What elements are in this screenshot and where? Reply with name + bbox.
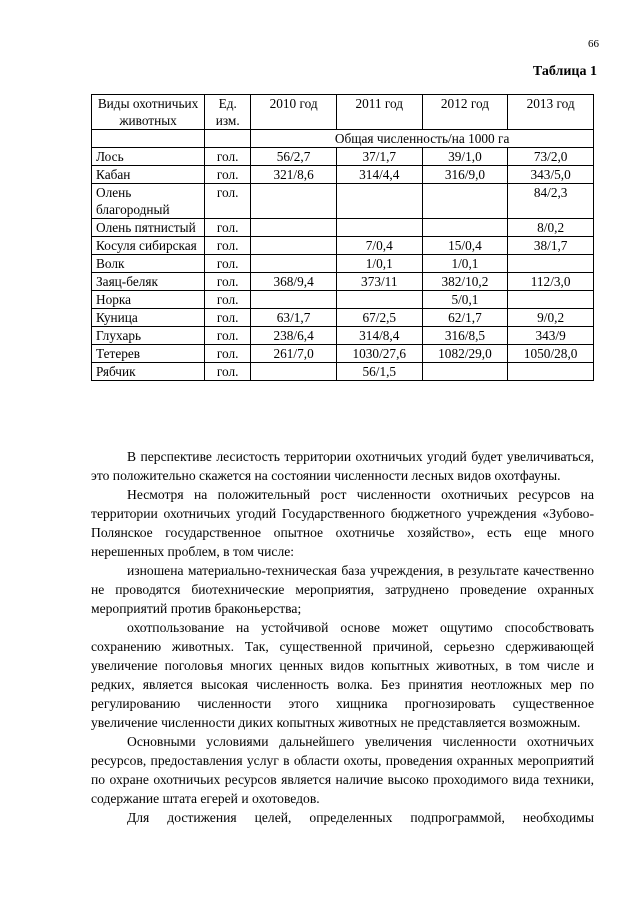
unit-cell: гол.	[205, 327, 251, 345]
value-cell: 238/6,4	[251, 327, 337, 345]
value-cell: 343/5,0	[508, 166, 594, 184]
table-subheader: Общая численность/на 1000 га	[251, 130, 594, 148]
paragraph: Для достижения целей, определенных подпрограммой, необходимы	[127, 810, 594, 825]
value-cell: 343/9	[508, 327, 594, 345]
table-row	[92, 255, 594, 273]
empty-cell	[92, 130, 205, 148]
paragraph: Основными условиями дальнейшего увеличения численности охотничьих ресурсов, предоставления услуг в области охоты, проведения охранных мероприятий по охране охотничьих ресурсов является наличие высоко проходимого вида техники, содержание штата егерей и охотоведов.	[91, 734, 594, 806]
species-cell: Лось	[92, 148, 205, 166]
species-cell: Заяц-беляк	[92, 273, 205, 291]
value-cell: 56/1,5	[336, 363, 422, 381]
value-cell: 321/8,6	[251, 166, 337, 184]
value-cell	[251, 255, 337, 273]
species-cell: Глухарь	[92, 327, 205, 345]
value-cell	[336, 219, 422, 237]
table-row	[92, 309, 594, 327]
value-cell: 15/0,4	[422, 237, 508, 255]
value-cell: 1/0,1	[336, 255, 422, 273]
value-cell	[251, 184, 337, 219]
value-cell: 1030/27,6	[336, 345, 422, 363]
value-cell: 112/3,0	[508, 273, 594, 291]
value-cell	[251, 237, 337, 255]
table-row	[92, 148, 594, 166]
header-year: 2013 год	[508, 95, 594, 130]
value-cell: 373/11	[336, 273, 422, 291]
value-cell: 67/2,5	[336, 309, 422, 327]
species-cell: Косуля сибирская	[92, 237, 205, 255]
value-cell: 261/7,0	[251, 345, 337, 363]
header-year: 2012 год	[422, 95, 508, 130]
value-cell	[251, 291, 337, 309]
value-cell: 1/0,1	[422, 255, 508, 273]
value-cell: 316/8,5	[422, 327, 508, 345]
value-cell	[251, 363, 337, 381]
value-cell: 38/1,7	[508, 237, 594, 255]
unit-cell: гол.	[205, 291, 251, 309]
paragraph: охотпользование на устойчивой основе может ощутимо способствовать сохранению животных. Так, существенной причиной, серьезно сдерживающей увеличение поголовья многих ценных видов копытных животных, в том числе и редких, является высокая численность волка. Без принятия неотложных мер по регулированию численности этого хищника прогнозировать существенное увеличение численности диких копытных животных не представляется возможным.	[91, 620, 594, 730]
unit-cell: гол.	[205, 345, 251, 363]
value-cell: 63/1,7	[251, 309, 337, 327]
species-cell: Норка	[92, 291, 205, 309]
table-row	[92, 184, 594, 219]
value-cell: 37/1,7	[336, 148, 422, 166]
value-cell	[508, 255, 594, 273]
value-cell	[508, 363, 594, 381]
value-cell: 382/10,2	[422, 273, 508, 291]
value-cell	[336, 291, 422, 309]
value-cell: 73/2,0	[508, 148, 594, 166]
value-cell: 314/8,4	[336, 327, 422, 345]
value-cell: 1050/28,0	[508, 345, 594, 363]
species-cell: Олень пятнистый	[92, 219, 205, 237]
value-cell	[422, 219, 508, 237]
empty-cell	[205, 130, 251, 148]
table-title: Таблица 1	[532, 64, 597, 79]
table-row	[92, 363, 594, 381]
unit-cell: гол.	[205, 184, 251, 219]
table-row	[92, 273, 594, 291]
value-cell: 1082/29,0	[422, 345, 508, 363]
species-cell: Волк	[92, 255, 205, 273]
unit-cell: гол.	[205, 166, 251, 184]
header-species: Виды охотничьих животных	[92, 95, 205, 130]
value-cell	[422, 363, 508, 381]
value-cell	[508, 291, 594, 309]
species-cell: Рябчик	[92, 363, 205, 381]
unit-cell: гол.	[205, 309, 251, 327]
header-unit: Ед. изм.	[205, 95, 251, 130]
header-year: 2010 год	[251, 95, 337, 130]
unit-cell: гол.	[205, 255, 251, 273]
value-cell: 84/2,3	[508, 184, 594, 219]
value-cell: 9/0,2	[508, 309, 594, 327]
value-cell: 368/9,4	[251, 273, 337, 291]
value-cell: 7/0,4	[336, 237, 422, 255]
paragraph: Несмотря на положительный рост численности охотничьих ресурсов на территории охотничьих угодий Государственного бюджетного учреждения «Зубово-Полянское государственное опытное охотничье хозяйство», есть еще много нерешенных проблем, в том числе:	[91, 487, 594, 559]
unit-cell: гол.	[205, 237, 251, 255]
species-cell: Олень благородный	[92, 184, 205, 219]
table-row	[92, 166, 594, 184]
body-text	[91, 447, 594, 827]
population-table	[91, 94, 594, 381]
table-row	[92, 327, 594, 345]
value-cell: 316/9,0	[422, 166, 508, 184]
unit-cell: гол.	[205, 219, 251, 237]
table-row	[92, 219, 594, 237]
table-row	[92, 345, 594, 363]
table-row	[92, 291, 594, 309]
unit-cell: гол.	[205, 148, 251, 166]
value-cell	[422, 184, 508, 219]
unit-cell: гол.	[205, 363, 251, 381]
species-cell: Кабан	[92, 166, 205, 184]
paragraph: В перспективе лесистость территории охотничьих угодий будет увеличиваться, это положительно скажется на состоянии численности лесных видов охотфауны.	[91, 449, 594, 483]
header-year: 2011 год	[336, 95, 422, 130]
value-cell	[251, 219, 337, 237]
value-cell: 39/1,0	[422, 148, 508, 166]
value-cell: 56/2,7	[251, 148, 337, 166]
table-row	[92, 237, 594, 255]
value-cell: 8/0,2	[508, 219, 594, 237]
table-subheader-row	[92, 130, 594, 148]
table-header-row	[92, 95, 594, 130]
page-number: 66	[588, 38, 599, 50]
value-cell: 62/1,7	[422, 309, 508, 327]
species-cell: Куница	[92, 309, 205, 327]
value-cell: 5/0,1	[422, 291, 508, 309]
paragraph: изношена материально-техническая база учреждения, в результате качественно не проводятся биотехнические мероприятия, затруднено проведение охранных мероприятий против браконьерства;	[91, 563, 594, 616]
value-cell	[336, 184, 422, 219]
species-cell: Тетерев	[92, 345, 205, 363]
unit-cell: гол.	[205, 273, 251, 291]
value-cell: 314/4,4	[336, 166, 422, 184]
